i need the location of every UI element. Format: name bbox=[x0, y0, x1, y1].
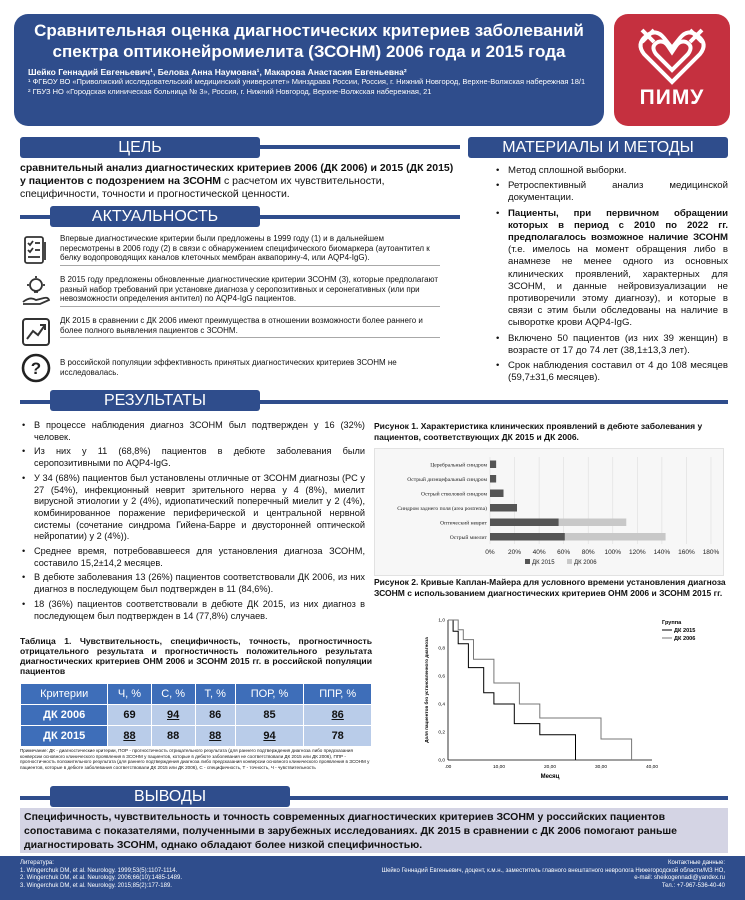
legend-label: ДК 2006 bbox=[674, 636, 696, 642]
contact-line: Тел.: +7-967-536-40-40 bbox=[661, 882, 725, 889]
goal-header: ЦЕЛЬ bbox=[20, 137, 260, 158]
legend-label: ДК 2015 bbox=[674, 628, 696, 634]
legend-title: Группа bbox=[662, 620, 682, 626]
results-item: • 18 (36%) пациентов соответствовали в дебюте ДК 2015, из них диагноз в последующем был подтвержден в 14 (77,8%) случаев. bbox=[20, 599, 365, 622]
table-header-cell: Ч, % bbox=[108, 684, 151, 705]
methods-item: • Включено 50 пациентов (из них 39 женщин) в возрасте от 17 до 74 лет (38,1±13,3 лет). bbox=[494, 333, 728, 357]
relevance-text: В 2015 году предложены обновленные диагностические критерии ЗСОНМ (3), которые предполагают разный набор требований при установке диагноза у серопозитивных и серонегативных (или при невозможности определения антител) по AQP4-IgG пациентов. bbox=[60, 275, 440, 307]
y-axis-label: Доля пациентов без установленного диагноза bbox=[424, 637, 429, 743]
y-tick-label: 0,2 bbox=[438, 730, 445, 736]
bar bbox=[490, 504, 517, 512]
y-tick-label: 0,0 bbox=[438, 758, 445, 764]
methods-item: • Пациенты, при первичном обращении которых в период с 2010 по 2022 гг. предполагалось возможное наличие ЗСОНМ (т.е. имелось на момент обращения либо в анамнезе не менее одного из основных клинических проявлений, характерных для ЗСОНМ, и данные нейровизуализации не противоречили этому диагнозу), и которые в связи с этим были обследованы на наличие в сыворотке крови AQP4-IgG. bbox=[494, 208, 728, 330]
kaplan-meier-chart bbox=[420, 612, 720, 782]
table-header-cell: ПОР, % bbox=[235, 684, 304, 705]
x-tick-label: 0% bbox=[485, 549, 495, 556]
x-tick-label: 180% bbox=[702, 549, 720, 556]
relevance-row bbox=[20, 352, 440, 388]
methods-item: • Метод сплошной выборки. bbox=[494, 165, 728, 177]
references bbox=[20, 860, 182, 890]
relevance-header: АКТУАЛЬНОСТЬ bbox=[50, 206, 260, 227]
category-label: Острый миелит bbox=[449, 534, 487, 541]
lightbulb-hand-icon bbox=[20, 275, 52, 307]
table-cell: 85 bbox=[235, 705, 304, 726]
authors: Шейко Геннадий Евгеньевич¹, Белова Анна Наумовна¹, Макарова Анастасия Евгеньевна² bbox=[28, 67, 407, 77]
table-header-cell: Критерии bbox=[21, 684, 108, 705]
x-tick-label: 160% bbox=[678, 549, 695, 556]
question-icon bbox=[20, 352, 52, 384]
trend-chart-icon bbox=[20, 316, 52, 348]
table-row bbox=[21, 726, 372, 747]
checklist-icon bbox=[20, 234, 52, 266]
x-tick-label: 20% bbox=[508, 549, 522, 556]
category-label: Синдром заднего поля (area postrema) bbox=[397, 505, 487, 512]
bar-chart bbox=[374, 448, 724, 576]
x-axis-label: Месяц bbox=[540, 774, 560, 780]
category-label: Острый диэнцефальный синдром bbox=[407, 476, 487, 483]
goal-rest: с расчетом их чувствительности, специфичности, точности и прогностической ценности. bbox=[20, 175, 385, 200]
x-tick-label: 100% bbox=[604, 549, 622, 556]
y-tick-label: 0,4 bbox=[438, 702, 445, 708]
table-cell: 94 bbox=[151, 705, 195, 726]
table-cell: ДК 2006 bbox=[21, 705, 108, 726]
x-tick-label: 30,00 bbox=[594, 765, 608, 770]
methods-header: МАТЕРИАЛЫ И МЕТОДЫ bbox=[468, 137, 728, 158]
table-header-cell: ППР, % bbox=[304, 684, 372, 705]
table-cell: 69 bbox=[108, 705, 151, 726]
table-cell: ДК 2015 bbox=[21, 726, 108, 747]
svg-text:?: ? bbox=[30, 359, 42, 378]
legend-swatch bbox=[567, 559, 572, 564]
footer bbox=[0, 856, 745, 900]
results-item: • В дебюте заболевания 13 (26%) пациентов соответствовали ДК 2006, из них диагноз в последующем был подтвержден в 11 (84,6%). bbox=[20, 572, 365, 595]
table-header-cell: С, % bbox=[151, 684, 195, 705]
relevance-text: В российской популяции эффективность принятых диагностических критериев ЗСОНМ не исследовалась. bbox=[60, 358, 397, 377]
contact-line: e-mail: sheikogennadi@yandex.ru bbox=[634, 875, 725, 882]
legend-label: ДК 2015 bbox=[532, 560, 555, 566]
bar bbox=[490, 475, 496, 483]
x-tick-label: 10,00 bbox=[492, 765, 506, 770]
conclusions-header: ВЫВОДЫ bbox=[50, 786, 290, 807]
results-header: РЕЗУЛЬТАТЫ bbox=[50, 390, 260, 411]
x-tick-label: 140% bbox=[653, 549, 671, 556]
relevance-row bbox=[20, 234, 440, 270]
results-item: • У 34 (68%) пациентов был установлены отличные от ЗСОНМ диагнозы (РС у 27 (54%), инфекционный неврит зрительного нерва у 4 (8%), миелит вирусной этиологии у 2 (4%), идиопатический поперечный миелит у 2 (4%), комбинированное поражение периферической и центральной нервной системы (сочетание синдрома Гийена-Барре и двусторонней оптической нейропатии) у 2 (4%)). bbox=[20, 473, 365, 543]
category-label: Острый стволовой синдром bbox=[421, 491, 487, 498]
table-cell: 86 bbox=[195, 705, 235, 726]
table-cell: 78 bbox=[304, 726, 372, 747]
table-cell: 88 bbox=[108, 726, 151, 747]
table-title: Таблица 1. Чувствительность, специфичность, точность, прогностичность отрицательного результата и прогностичность положительного результата диагностических критериев ОНМ 2006 и ЗСОНМ 2015 гг. в российской популяции пациентов bbox=[20, 636, 372, 676]
university-logo bbox=[614, 14, 730, 126]
affiliation-1: ¹ ФГБОУ ВО «Приволжский исследовательский медицинский университет» Минздрава России, Россия, г. Нижний Новгород, Верхне-Волжская набережная 18/1 bbox=[28, 77, 586, 86]
contacts bbox=[382, 860, 725, 890]
methods-list bbox=[494, 165, 728, 387]
contact-line: Шейко Геннадий Евгеньевич, доцент, к.м.н., заместитель главного внештатного невролога Нижегородской области/МЗ НО, bbox=[381, 867, 725, 874]
table-note: Примечание: ДК - диагностические критерии, ПОР - прогностичность отрицательного результата (для раннего подтверждения диагноза либо предсказания конверсии основного клинического проявления в ЗСОНМ у пациентов, которые в дебюте заболевания не соответствовали ДК 2015 или ДК 2006), ППР - прогностичность положительного результата (для раннего подтверждения диагноза либо предсказания конверсии основного клинического проявления в ЗСОНМ у пациентов, которые в дебюте заболевания соответствовали ДК 2015 или ДК 2006), С - специфичность, Т - точность, Ч - чувствительность bbox=[20, 748, 370, 770]
reference-item: 2. Wingerchuk DM, et al. Neurology. 2006;66(10):1485-1489. bbox=[20, 875, 182, 882]
table-cell: 86 bbox=[304, 705, 372, 726]
y-tick-label: 0,8 bbox=[438, 646, 445, 652]
bar bbox=[559, 519, 627, 527]
y-tick-label: 1,0 bbox=[438, 618, 445, 624]
survival-curve bbox=[448, 620, 576, 760]
contacts-title: Контактные данные: bbox=[667, 860, 725, 866]
x-tick-label: 20,00 bbox=[543, 765, 557, 770]
x-tick-label: 120% bbox=[629, 549, 646, 556]
title-banner bbox=[14, 14, 604, 126]
results-list bbox=[20, 420, 365, 625]
table-cell: 88 bbox=[195, 726, 235, 747]
logo-text: ПИМУ bbox=[639, 86, 705, 109]
methods-item: • Срок наблюдения составил от 4 до 108 месяцев (59,7±31,6 месяцев). bbox=[494, 360, 728, 384]
survival-curve bbox=[448, 620, 632, 760]
reference-item: 1. Wingerchuk DM, et al. Neurology. 1999;53(5):1107-1114. bbox=[20, 867, 178, 874]
logo-emblem-icon bbox=[632, 22, 712, 88]
x-tick-label: 40,00 bbox=[645, 765, 659, 770]
results-item: • Из них у 11 (68,8%) пациентов в дебюте заболевания были серопозитивными по AQP4-IgG. bbox=[20, 446, 365, 469]
table-header-row bbox=[21, 684, 372, 705]
table-row bbox=[21, 705, 372, 726]
y-tick-label: 0,6 bbox=[438, 674, 445, 680]
goal-text bbox=[20, 162, 460, 201]
bar bbox=[565, 533, 666, 541]
bar bbox=[490, 490, 504, 498]
relevance-row bbox=[20, 275, 440, 311]
results-item: • В процессе наблюдения диагноз ЗСОНМ был подтвержден у 16 (32%) человек. bbox=[20, 420, 365, 443]
reference-item: 3. Wingerchuk DM, et al. Neurology. 2015;85(2):177-189. bbox=[20, 882, 172, 889]
references-title: Литература: bbox=[20, 860, 54, 866]
methods-item: • Ретроспективный анализ медицинской документации. bbox=[494, 180, 728, 204]
bar bbox=[490, 519, 559, 527]
relevance-text: Впервые диагностические критерии были предложены в 1999 году (1) и в дальнейшем пересмотрены в 2006 году (2) в связи с обнаружением специфического биомаркера (аутоантител к белку водопроводящих каналов клеточных мембран аквапорину-4, или AQP4-IgG). bbox=[60, 234, 440, 266]
results-item: • Среднее время, потребовавшееся для установления диагноза ЗСОНМ, составило 15,2±14,2 месяцев. bbox=[20, 546, 365, 569]
table-cell: 94 bbox=[235, 726, 304, 747]
legend-swatch bbox=[525, 559, 530, 564]
x-tick-label: 80% bbox=[581, 549, 595, 556]
metrics-table bbox=[20, 683, 372, 747]
figure-2-title: Рисунок 2. Кривые Каплан-Майера для условного времени установления диагноза ЗСОНМ с использованием диагностических критериев ОНМ 2006 и ЗСОНМ 2015 гг. bbox=[374, 577, 726, 598]
figure-1-title: Рисунок 1. Характеристика клинических проявлений в дебюте заболевания у пациентов, соответствующих ДК 2015 и ДК 2006. bbox=[374, 421, 703, 442]
conclusions-text: Специфичность, чувствительность и точность современных диагностических критериев ЗСОНМ у российских пациентов сопоставима с показателями, полученными в зарубежных исследованиях. ДК 2015 в сравнении с ДК 2006 помогают раньше диагностировать ЗСОНМ, однако обладают более низкой специфичностью. bbox=[20, 808, 728, 853]
affiliation-2: ² ГБУЗ НО «Городская клиническая больница № 3», Россия, г. Нижний Новгород, Верхне-Волжская набережная, 21 bbox=[28, 87, 432, 96]
goal-bold: сравнительный анализ диагностических критериев 2006 (ДК 2006) и 2015 (ДК 2015) у пациентов с подозрением на ЗСОНМ bbox=[20, 162, 454, 187]
table-header-cell: Т, % bbox=[195, 684, 235, 705]
category-label: Оптический неврит bbox=[440, 520, 487, 527]
bar bbox=[490, 533, 565, 541]
relevance-row bbox=[20, 316, 440, 352]
table-cell: 88 bbox=[151, 726, 195, 747]
poster-title: Сравнительная оценка диагностических критериев заболеваний спектра оптиконейромиелита (ЗСОНМ) 2006 года и 2015 года bbox=[34, 21, 584, 61]
x-tick-label: 60% bbox=[557, 549, 571, 556]
x-tick-label: .00 bbox=[444, 765, 452, 770]
bar bbox=[490, 461, 496, 469]
relevance-text: ДК 2015 в сравнении с ДК 2006 имеют преимущества в отношении возможности более раннего и более полного выявления пациентов с ЗСОНМ. bbox=[60, 316, 440, 338]
legend-label: ДК 2006 bbox=[574, 560, 597, 566]
category-label: Церебральный синдром bbox=[430, 462, 487, 469]
x-tick-label: 40% bbox=[532, 549, 546, 556]
